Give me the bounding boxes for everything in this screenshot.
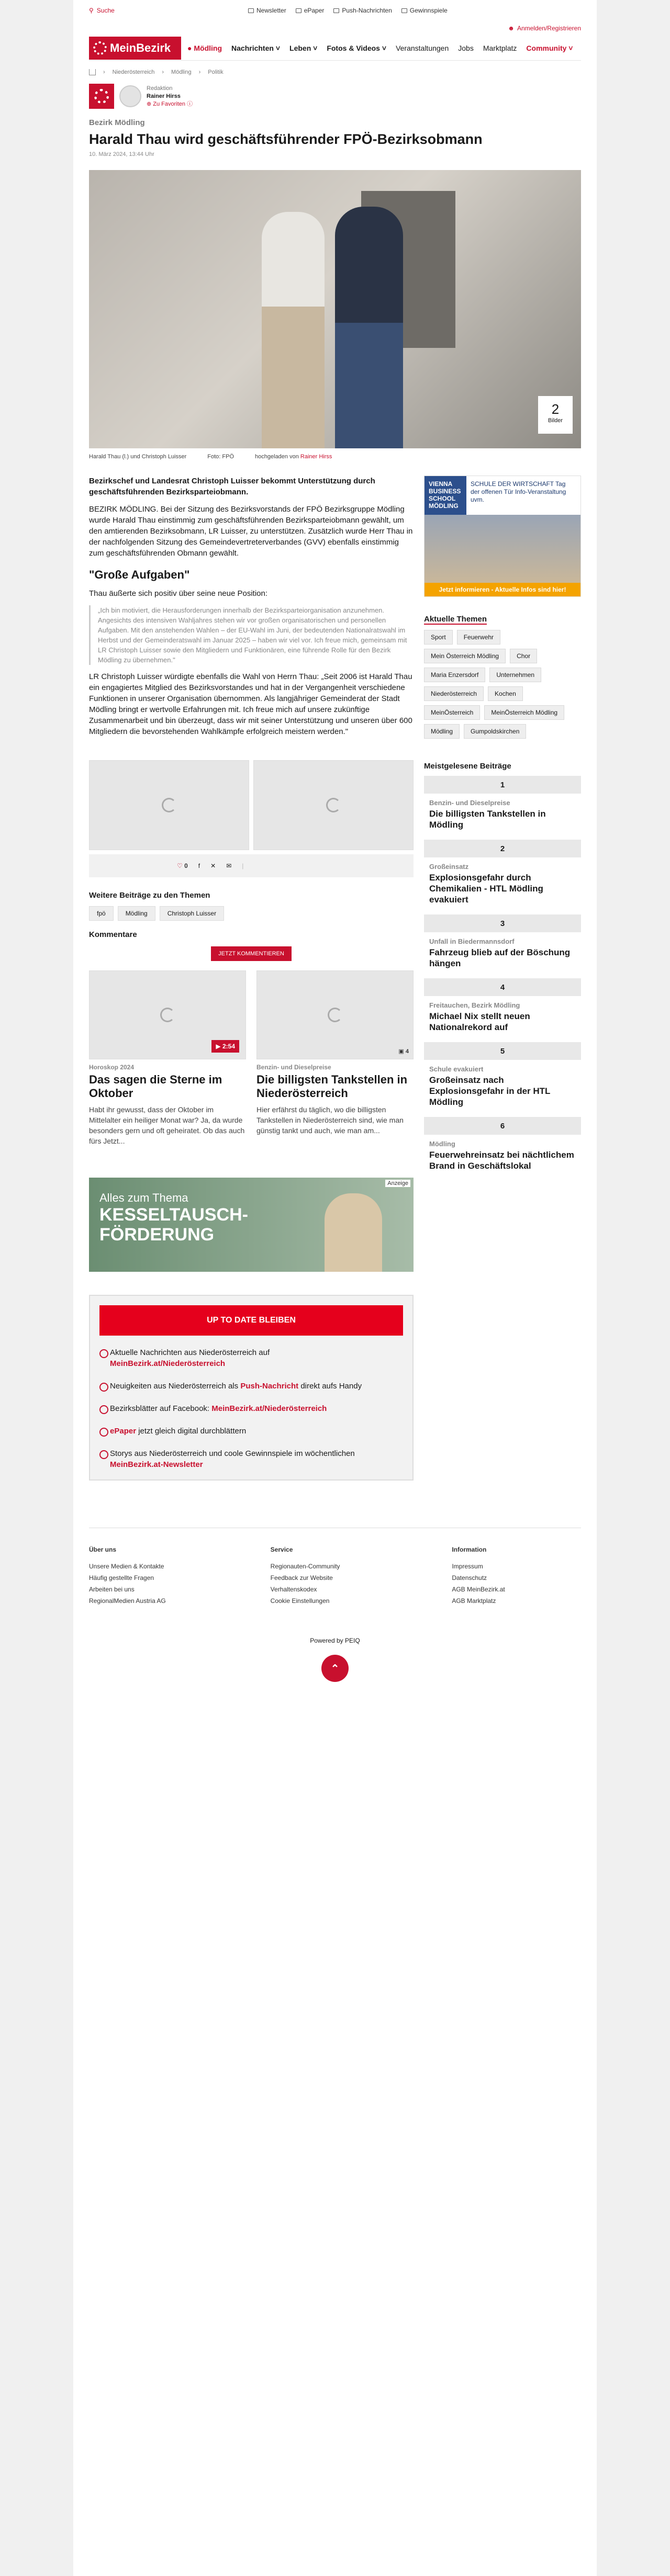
footer-link[interactable]: Impressum [452,1563,483,1570]
page-title: Harald Thau wird geschäftsführender FPÖ-Bezirksobmann [89,131,483,147]
person-left [262,212,325,448]
top-bar [89,0,581,21]
newsletter-link[interactable]: Newsletter [248,7,286,14]
subheading: "Große Aufgaben" [89,568,190,581]
comment-button[interactable]: JETZT KOMMENTIEREN [211,946,292,961]
article-lead: Bezirkschef und Landesrat Christoph Luisser bekommt Unterstützung durch geschäftsführenden Bezirksparteiobmann. [89,477,375,496]
breadcrumb-item[interactable]: Politik [208,69,224,75]
topic-tag[interactable]: MeinÖsterreich Mödling [484,705,564,720]
topic-tag[interactable]: Gumpoldskirchen [464,724,526,739]
rank-number: 4 [424,978,581,996]
scroll-top-button[interactable] [321,1655,349,1682]
nav-nachrichten[interactable]: Nachrichten ˅ [231,43,281,52]
image-caption: Harald Thau (l.) und Christoph Luisser Foto: FPÖ hochgeladen von Rainer Hirss [89,454,332,460]
mail-icon [248,8,254,13]
push-link[interactable]: Push-Nachrichten [333,7,392,14]
topic-tag[interactable]: Niederösterreich [424,686,484,701]
article-date: 10. März 2024, 13:44 Uhr [89,151,154,157]
footer-link[interactable]: Arbeiten bei uns [89,1586,135,1593]
loading-icon [328,1008,342,1022]
gift-icon [401,8,407,13]
topic-tag[interactable]: Sport [424,630,453,645]
comments-title: Kommentare [89,930,137,939]
footer-link[interactable]: RegionalMedien Austria AG [89,1597,166,1605]
footer-link[interactable]: Häufig gestellte Fragen [89,1574,154,1581]
noe-link[interactable]: MeinBezirk.at/Niederösterreich [110,1359,226,1368]
main-nav [89,36,581,61]
video-badge: ▶ 2:54 [211,1040,239,1053]
facebook-link[interactable]: MeinBezirk.at/Niederösterreich [211,1404,327,1413]
epaper-link[interactable]: ePaper [296,7,325,14]
login-link[interactable]: ☻ Anmelden/Registrieren [508,25,581,32]
sidebar-ad[interactable]: VIENNA BUSINESS SCHOOL MÖDLING SCHULE DER WIRTSCHAFT Tag der offenen Tür Info-Veranstaltung uvm. Jetzt informieren - Aktuelle Infos sind hier! [424,476,581,597]
footer-link[interactable]: Datenschutz [452,1574,487,1581]
person-right [335,207,403,448]
topic-tag[interactable]: Mein Österreich Mödling [424,649,506,663]
footer-link[interactable]: AGB MeinBezirk.at [452,1586,505,1593]
gallery-image[interactable] [89,760,249,850]
gallery-image[interactable] [253,760,414,850]
chevron-up-icon: ⌃ [330,1663,340,1675]
footer-link[interactable]: Regionauten-Community [270,1563,340,1570]
tag-moedling[interactable]: Mödling [118,906,155,921]
user-icon: ☻ [508,25,515,32]
rank-number: 2 [424,840,581,857]
article-body: Bezirkschef und Landesrat Christoph Luisser bekommt Unterstützung durch geschäftsführenden Bezirksparteiobmann. BEZIRK MÖDLING. Bei der Sitzung des Bezirksvorstands der FPÖ Bezirksgruppe Mödling wurde Harald Thau einstimmig zum geschäftsführenden Bezirksparteiobmann gewählt, um den amtierenden Bezirksobmann, LR Luisser, zu unterstützen. Zusätzlich wurde Herr Thau in der nachfolgenden Sitzung des Gemeindevertreterverbandes (GVV) ebenfalls einstimmig zum geschäftsführenden Obmann gewählt. "Große Aufgaben" Thau äußerte sich positiv über seine neue Position: „Ich bin motiviert, die Herausforderungen innerhalb der Bezirksparteiorganisation anzunehmen. Angesichts des intensiven Wahljahres stehen wir vor großen organisatorischen und personellen Aufgaben. Mit den anstehenden Wahlen – der EU-Wahl im Juni, der bedeutenden Nationalratswahl im Herbst und der Gemeinderatswahl im Januar 2025 – haben wir viel vor. Ich freue mich, gemeinsam mit LR Christoph Luisser sowie den Mitgliedern und Funktionären, eine führende Rolle für den Bezirk Mödling zu übernehmen." LR Christoph Luisser würdigte ebenfalls die Wahl von Herrn Thau: „Seit 2006 ist Harald Thau ein engagiertes Mitglied des Bezirksvorstandes und hat in der Vergangenheit verschiedene Funktionen in unserer Organisation übernommen. Als langjähriger Gemeinderat der Stadt Mödling bringt er wertvolle Erfahrungen mit. Ich freue mich auf unsere zukünftige Zusammenarbeit und bin überzeugt, dass wir mit seiner Unterstützung und unseren über 600 Mitgliedern die bevorstehenden Wahlkämpfe erfolgreich meistern werden." ♡ 0 f ✕ ✉ | Weitere Beiträge zu den Themen fpö Mödling Christoph Luisser Kommentare JETZT KOMMENTIEREN ▶ 2:54 Horoskop 2024 Das sagen die Sterne im Oktober Habt ihr gewusst, dass der Oktober im Mittelalter ein heiliger Monat war? Ja, da wurde besonders gern und oft geheiratet. Ob das auch fürs Jetzt... ▣ 4 Benzin- und Dieselpreise Die billigsten Tankstellen in Niederösterreich Hier erfährst du täglich, wo die billigsten Tankstellen in Niederösterreich sind, wie man günstig tankt und auch, wie man am... Anzeige Alles zum Thema KESSELTAUSCH-FÖRDERUNG UP TO DATE BLEIBEN Aktuelle Nachrichten aus Niederösterreich auf MeinBezirk.at/Niederösterreich Neuigkeiten aus Niederösterreich als Push-Nachricht direkt aufs Handy Bezirksblätter auf Facebook: MeinBezirk.at/Niederösterreich ePaper jetzt gleich digital durchblättern Storys aus Niederösterreich und coole Gewinnspiele im wöchentlichen MeinBezirk.at-Newsletter [89,476,414,1481]
powered-by: Powered by PEIQ [310,1637,360,1644]
nav-veranstaltungen[interactable]: Veranstaltungen [396,43,449,52]
topic-tag[interactable]: Kochen [488,686,523,701]
topic-tag[interactable]: Feuerwehr [457,630,500,645]
loading-icon [160,1008,175,1022]
footer-link[interactable]: AGB Marktplatz [452,1597,496,1605]
nav-jobs[interactable]: Jobs [458,43,474,52]
image-count: ▣ 4 [398,1048,409,1055]
epaper-link[interactable]: ePaper [110,1427,137,1436]
loading-icon [326,798,341,812]
ad-banner[interactable]: Anzeige Alles zum Thema KESSELTAUSCH-FÖRDERUNG [89,1178,414,1272]
breadcrumb: › Niederösterreich › Mödling › Politik [89,69,581,75]
avatar[interactable] [119,85,141,107]
popular-item[interactable]: Unfall in Biedermannsdorf Fahrzeug blieb auf der Böschung hängen [429,937,571,968]
uploader-link[interactable]: Rainer Hirss [300,454,332,460]
search-link[interactable]: ⚲ Suche [89,7,115,14]
popular-item[interactable]: Schule evakuiert Großeinsatz nach Explosionsgefahr in der HTL Mödling [429,1065,551,1107]
gewinnspiele-link[interactable]: Gewinnspiele [401,7,448,14]
x-share-icon[interactable]: ✕ [210,862,216,869]
popular-item[interactable]: Benzin- und Dieselpreise Die billigsten Tankstellen in Mödling [429,799,546,830]
action-bar: ♡ 0 f ✕ ✉ | [89,854,414,877]
rank-number: 5 [424,1042,581,1060]
quote: „Ich bin motiviert, die Herausforderungen innerhalb der Bezirksparteiorganisation anzunehmen. Angesichts des intensiven Wahljahres stehen wir vor großen organisatorischen und personellen Aufgaben. Mit den anstehenden Wahlen – der EU-Wahl im Juni, der bedeutenden Nationalratswahl im Herbst und der Gemeinderatswahl im Januar 2025 – haben wir viel vor. Ich freue mich, gemeinsam mit LR Christoph Luisser sowie den Mitgliedern und Funktionären, eine führende Rolle für den Bezirk Mödling zu übernehmen." [89,605,414,665]
bell-icon [333,8,339,13]
logo-icon [93,41,107,55]
tag-luisser[interactable]: Christoph Luisser [160,906,224,921]
nav-community[interactable]: Community ˅ [526,43,573,52]
like-button[interactable]: ♡ 0 [177,862,188,869]
teaser-card[interactable]: ▣ 4 Benzin- und Dieselpreise Die billigsten Tankstellen in Niederösterreich Hier erfährst du täglich, wo die billigsten Tankstellen in Niederösterreich sind, wie man günstig tankt und auch, wie man am... [256,970,414,1146]
tag-fpoe[interactable]: fpö [89,906,114,921]
popular-item[interactable]: Freitauchen, Bezirk Mödling Michael Nix stellt neuen Nationalrekord auf [429,1001,530,1032]
footer-link[interactable]: Unsere Medien & Kontakte [89,1563,164,1570]
footer-link[interactable]: Feedback zur Website [270,1574,333,1581]
gallery-count[interactable]: 2 Bilder [538,396,573,434]
sidebar: VIENNA BUSINESS SCHOOL MÖDLING SCHULE DER WIRTSCHAFT Tag der offenen Tür Info-Veranstaltung uvm. Jetzt informieren - Aktuelle Infos sind hier! Aktuelle Themen Sport Feuerwehr Mein Österreich Mödling Chor Maria Enzersdorf Unternehmen Niederösterreich Kochen MeinÖsterreich MeinÖsterreich Mödling Mödling Gumpoldskirchen Meistgelesene Beiträge 1 Benzin- und Dieselpreise Die billigsten Tankstellen in Mödling 2 Großeinsatz Explosionsgefahr durch Chemikalien - HTL Mödling evakuiert 3 Unfall in Biedermannsdorf Fahrzeug blieb auf der Böschung hängen 4 Freitauchen, Bezirk Mödling Michael Nix stellt neuen Nationalrekord auf 5 Schule evakuiert Großeinsatz nach Explosionsgefahr in der HTL Mödling 6 Mödling Feuerwehreinsatz bei nächtlichem Brand in Geschäftslokal [424,476,581,1481]
topic-tag[interactable]: MeinÖsterreich [424,705,480,720]
popular-item[interactable]: Großeinsatz Explosionsgefahr durch Chemikalien - HTL Mödling evakuiert [429,863,543,905]
topic-tag[interactable]: Mödling [424,724,460,739]
nav-leben[interactable]: Leben ˅ [289,43,318,52]
author-box: Redaktion Rainer Hirss ⊕ Zu Favoriten ⓘ [89,84,581,109]
favorite-button[interactable]: ⊕ Zu Favoriten ⓘ [147,100,193,107]
location-selector[interactable]: ● Mödling [187,43,222,52]
epaper-icon [296,8,302,13]
topic-tag[interactable]: Maria Enzersdorf [424,668,485,682]
rank-number: 1 [424,776,581,794]
popular-item[interactable]: Mödling Feuerwehreinsatz bei nächtlichem Brand in Geschäftslokal [429,1140,574,1171]
article-kicker: Bezirk Mödling [89,118,145,127]
loading-icon [162,798,176,812]
footer-link[interactable]: Verhaltenskodex [270,1586,317,1593]
breadcrumb-item[interactable]: Niederösterreich [112,69,155,75]
newsletter-link[interactable]: MeinBezirk.at-Newsletter [110,1460,203,1469]
topic-list [424,630,581,739]
topic-tag[interactable]: Chor [510,649,537,663]
push-link[interactable]: Push-Nachricht [240,1382,299,1391]
rank-number: 3 [424,914,581,932]
topic-tag[interactable]: Unternehmen [489,668,541,682]
mail-share-icon[interactable]: ✉ [226,862,232,869]
home-icon[interactable] [89,69,96,75]
hero-image[interactable] [89,170,581,448]
redaktion-logo [89,84,114,109]
page [73,0,597,2576]
up-to-date-box: UP TO DATE BLEIBEN Aktuelle Nachrichten aus Niederösterreich auf MeinBezirk.at/Niederösterreich Neuigkeiten aus Niederösterreich als Push-Nachricht direkt aufs Handy Bezirksblätter auf Facebook: MeinBezirk.at/Niederösterreich ePaper jetzt gleich digital durchblättern Storys aus Niederösterreich und coole Gewinnspiele im wöchentlichen MeinBezirk.at-Newsletter [89,1295,414,1481]
author-name[interactable]: Rainer Hirss [147,93,181,99]
logo[interactable]: MeinBezirk [89,37,181,60]
rank-number: 6 [424,1117,581,1135]
footer-link[interactable]: Cookie Einstellungen [270,1597,330,1605]
nav-fotos-videos[interactable]: Fotos & Videos ˅ [327,43,387,52]
teaser-card[interactable]: ▶ 2:54 Horoskop 2024 Das sagen die Sterne im Oktober Habt ihr gewusst, dass der Oktober im Mittelalter ein heiliger Monat war? Ja, da wurde besonders gern und oft geheiratet. Ob das auch fürs Jetzt... [89,970,246,1146]
footer: Über uns Unsere Medien & Kontakte Häufig gestellte Fragen Arbeiten bei uns RegionalMedien Austria AG Service Regionauten-Community Feedback zur Website Verhaltenskodex Cookie Einstellungen Information Impressum Datenschutz AGB MeinBezirk.at AGB Marktplatz [89,1528,581,1607]
breadcrumb-item[interactable]: Mödling [171,69,192,75]
nav-marktplatz[interactable]: Marktplatz [483,43,517,52]
facebook-share-icon[interactable]: f [198,862,200,869]
popular-list [424,776,581,1178]
search-icon: ⚲ [89,7,94,14]
